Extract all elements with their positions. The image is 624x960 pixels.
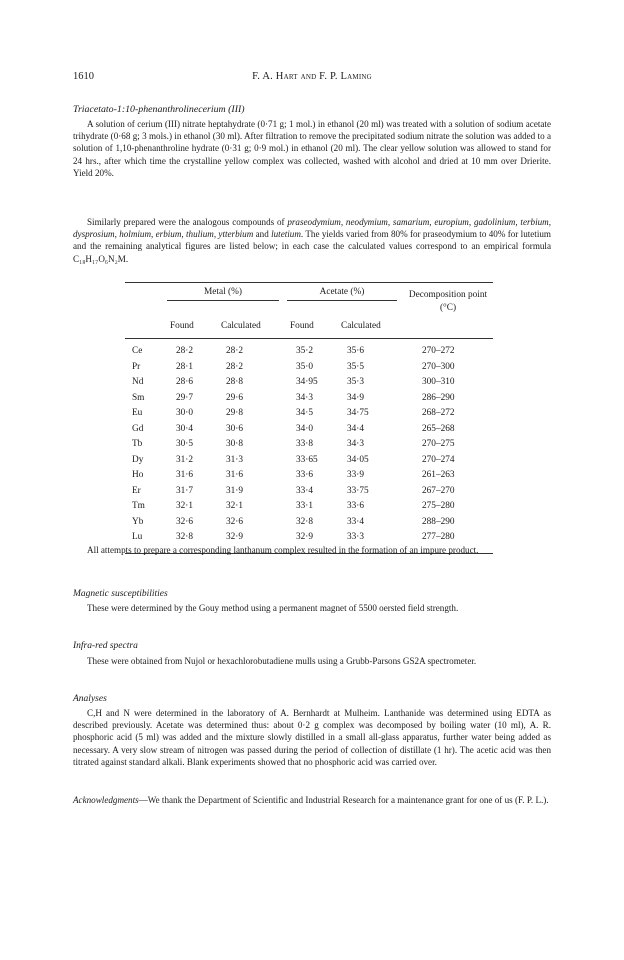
cell-element: Sm [132, 392, 145, 403]
cell-acetate-calculated: 35·3 [347, 377, 365, 387]
cell-acetate-found: 35·0 [296, 361, 314, 372]
table-row [0, 517, 624, 529]
cell-acetate-found: 34·95 [296, 377, 318, 387]
cell-decomposition-point: 261–263 [422, 470, 455, 480]
cell-metal-calculated: 31·6 [226, 470, 244, 480]
cell-element: Tm [132, 501, 145, 511]
cell-acetate-calculated: 35·6 [347, 346, 365, 356]
table-row [0, 393, 624, 405]
paragraph-analogous-compounds [73, 216, 551, 265]
table-row [0, 362, 624, 374]
cell-decomposition-point: 288–290 [422, 516, 455, 527]
paragraph-acknowledgments [73, 794, 551, 806]
paragraph-preparation: A solution of cerium (III) nitrate heptahydrate (0·71 g; 1 mol.) in ethanol (20 ml) was treated with a solution of sodium acetate trihydrate (0·68 g; 3 mols.) in ethanol (30 ml). After filtration to remove the precipitated sodium nitrate the solution was added to a solution of 1,10-phenanthroline hydrate (0·31 g; 0·9 mol.) in ethanol (20 ml). The clear yellow solution was allowed to stand for 24 hrs., after which time the crystalline yellow complex was collected, washed with alcohol and dried at 10 mm over Drierite. Yield 20%. [73, 119, 551, 178]
cell-acetate-found: 33·65 [296, 454, 318, 465]
cell-metal-calculated: 31·9 [226, 485, 244, 496]
table-row [0, 424, 624, 436]
page-header [73, 71, 551, 87]
paragraph-analyses: C,H and N were determined in the laboratory of A. Bernhardt at Mulheim. Lanthanide was determined using EDTA as described previously. Acetate was determined thus: about 0·2 g complex was decomposed by boiling water (10 ml), A. R. phosphoric acid (5 ml) was added and the mixture slowly distilled in a small all-glass apparatus, further water being added as necessary. A very slow stream of nitrogen was passed during the period of collection of distillate (1 hr). The acetic acid was then titrated against standard alkali. Blank experiments showed that no phosphoric acid was carried over. [73, 708, 551, 767]
p2-elements: praseodymium, neodymium, samarium, europium, gadolinium, terbium, dysprosium, holmium, erbium, thulium, ytterbium [73, 217, 551, 240]
cell-decomposition-point: 270–300 [422, 361, 455, 372]
cell-element: Yb [132, 516, 144, 527]
subheader-calculated-acetate: Calculated [341, 321, 381, 331]
cell-acetate-calculated: 35·5 [347, 361, 365, 372]
cell-metal-found: 32·1 [176, 501, 194, 511]
cell-metal-found: 30·5 [176, 439, 194, 449]
p2-end: . The yields varied from 80% for praseodymium to 40% for lutetium and the remaining analytical figures are listed below; in each case the calculated values correspond to an empirical formula C₁₈H₁₇O₆N₂M. [73, 229, 551, 264]
table-row [0, 486, 624, 498]
cell-element: Ce [132, 346, 143, 356]
cell-acetate-calculated: 34·9 [347, 392, 365, 403]
cell-metal-calculated: 32·9 [226, 532, 244, 542]
cell-metal-found: 31·6 [176, 470, 194, 480]
cell-acetate-calculated: 33·9 [347, 470, 365, 480]
cell-acetate-calculated: 33·4 [347, 516, 365, 527]
paragraph-magnetic: These were determined by the Gouy method using a permanent magnet of 5500 oersted field strength. [87, 603, 459, 613]
cell-metal-calculated: 28·8 [226, 377, 244, 387]
cell-metal-found: 30·4 [176, 423, 194, 434]
cell-acetate-calculated: 33·3 [347, 532, 365, 542]
section-title: Triacetato-1:10-phenanthrolinecerium (III) [73, 104, 245, 115]
acetate-group-rule [287, 300, 397, 301]
cell-decomposition-point: 270–272 [422, 346, 455, 356]
p2-lutetium: lutetium [271, 229, 301, 240]
cell-metal-found: 32·6 [176, 516, 194, 527]
table-header-rule [125, 338, 493, 339]
table-row [0, 532, 624, 544]
cell-metal-calculated: 28·2 [226, 361, 244, 372]
cell-acetate-calculated: 34·75 [347, 408, 369, 418]
cell-acetate-found: 32·9 [296, 532, 314, 542]
running-head: F. A. Hart and F. P. Laming [252, 71, 372, 82]
table-row [0, 346, 624, 358]
cell-decomposition-point: 300–310 [422, 377, 455, 387]
table-row [0, 439, 624, 451]
cell-metal-calculated: 32·1 [226, 501, 244, 511]
cell-acetate-found: 35·2 [296, 346, 314, 356]
cell-element: Lu [132, 532, 143, 542]
cell-element: Er [132, 485, 141, 496]
cell-acetate-calculated: 34·05 [347, 454, 369, 465]
cell-metal-found: 29·7 [176, 392, 194, 403]
subheader-found-metal: Found [170, 321, 194, 331]
cell-decomposition-point: 265–268 [422, 423, 455, 434]
cell-decomposition-point: 275–280 [422, 501, 455, 511]
cell-metal-calculated: 30·6 [226, 423, 244, 434]
cell-metal-found: 28·6 [176, 377, 194, 387]
cell-metal-calculated: 32·6 [226, 516, 244, 527]
table-top-rule [125, 282, 493, 283]
cell-metal-calculated: 29·6 [226, 392, 244, 403]
cell-metal-found: 28·1 [176, 361, 194, 372]
cell-acetate-found: 34·5 [296, 408, 314, 418]
cell-decomposition-point: 268–272 [422, 408, 455, 418]
cell-acetate-calculated: 34·3 [347, 439, 365, 449]
cell-acetate-found: 33·4 [296, 485, 314, 496]
cell-decomposition-point: 270–274 [422, 454, 455, 465]
cell-acetate-found: 34·3 [296, 392, 314, 403]
heading-analyses: Analyses [73, 694, 107, 704]
header-metal: Metal (%) [204, 287, 242, 297]
subheader-calculated-metal: Calculated [221, 321, 261, 331]
cell-metal-found: 28·2 [176, 346, 194, 356]
cell-metal-found: 30·0 [176, 408, 194, 418]
p2-start: Similarly prepared were the analogous compounds of [87, 217, 288, 227]
ack-label: Acknowledgments [73, 795, 139, 805]
cell-acetate-found: 33·8 [296, 439, 314, 449]
cell-acetate-calculated: 33·75 [347, 485, 369, 496]
cell-element: Pr [132, 361, 141, 372]
header-acetate: Acetate (%) [319, 287, 365, 297]
cell-decomposition-point: 277–280 [422, 532, 455, 542]
cell-element: Tb [132, 439, 143, 449]
metal-group-rule [167, 300, 279, 301]
cell-metal-calculated: 29·8 [226, 408, 244, 418]
subheader-found-acetate: Found [290, 321, 314, 331]
cell-metal-calculated: 30·8 [226, 439, 244, 449]
table-row [0, 408, 624, 420]
cell-metal-found: 32·8 [176, 532, 194, 542]
cell-element: Ho [132, 470, 144, 480]
page-number: 1610 [73, 71, 94, 82]
cell-acetate-calculated: 33·6 [347, 501, 365, 511]
cell-element: Gd [132, 423, 144, 434]
cell-element: Dy [132, 454, 144, 465]
cell-decomposition-point: 267–270 [422, 485, 455, 496]
table-row [0, 455, 624, 467]
cell-acetate-found: 33·6 [296, 470, 314, 480]
heading-infrared: Infra-red spectra [73, 641, 138, 651]
cell-acetate-found: 34·0 [296, 423, 314, 434]
cell-element: Nd [132, 377, 144, 387]
cell-element: Eu [132, 408, 143, 418]
cell-metal-calculated: 28·2 [226, 346, 244, 356]
table-row [0, 501, 624, 513]
cell-acetate-found: 33·1 [296, 501, 314, 511]
cell-decomposition-point: 286–290 [422, 392, 455, 403]
cell-metal-found: 31·7 [176, 485, 194, 496]
p2-and: and [253, 229, 272, 240]
cell-acetate-found: 32·8 [296, 516, 314, 527]
cell-metal-found: 31·2 [176, 454, 194, 465]
cell-acetate-calculated: 34·4 [347, 423, 365, 434]
cell-decomposition-point: 270–275 [422, 439, 455, 449]
table-row [0, 377, 624, 389]
table-row [0, 470, 624, 482]
cell-metal-calculated: 31·3 [226, 454, 244, 465]
ack-text: —We thank the Department of Scientific and Industrial Research for a maintenance grant for one of us (F. P. L.). [138, 795, 549, 805]
paragraph-infrared: These were obtained from Nujol or hexachlorobutadiene mulls using a Grubb-Parsons GS2A spectrometer. [87, 656, 477, 666]
header-decomposition: Decomposition point (°C) [408, 290, 488, 313]
paragraph-lanthanum: All attempts to prepare a corresponding lanthanum complex resulted in the formation of an impure product. [87, 545, 479, 555]
heading-magnetic: Magnetic susceptibilities [73, 589, 168, 599]
